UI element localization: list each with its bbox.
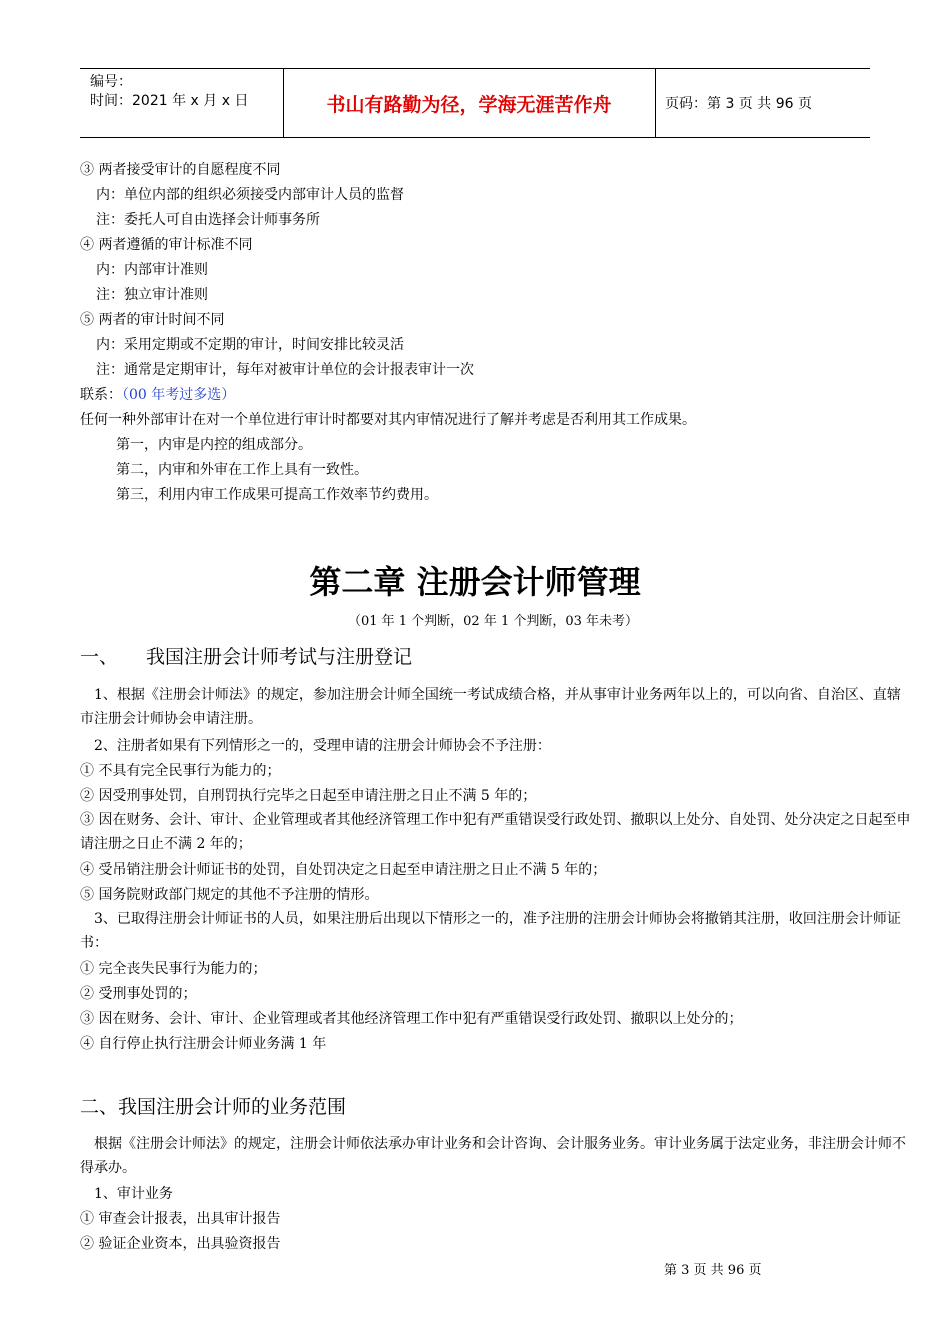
list-item: 内：采用定期或不定期的审计，时间安排比较灵活 xyxy=(96,337,404,353)
section-heading xyxy=(80,645,412,669)
list-item: ③ 因在财务、会计、审计、企业管理或者其他经济管理工作中犯有严重错误受行政处罚、撤职以上处分、自处罚、处分决定之日起至申请注册之日止不满 2 年的； xyxy=(80,812,911,852)
subsection-heading: 1、审计业务 xyxy=(94,1186,173,1202)
header-page-info: 页码：第 3 页 共 96 页 xyxy=(665,96,812,112)
chapter-title: 第二章 注册会计师管理 xyxy=(309,563,641,601)
list-item: ③ 因在财务、会计、审计、企业管理或者其他经济管理工作中犯有严重错误受行政处罚、撤职以上处分的； xyxy=(80,1011,743,1027)
list-item: ④ 两者遵循的审计标准不同 xyxy=(80,237,253,253)
list-item: ④ 自行停止执行注册会计师业务满 1 年 xyxy=(80,1036,327,1052)
list-item: ① 审查会计报表，出具审计报告 xyxy=(80,1211,281,1227)
list-item: ① 完全丧失民事行为能力的； xyxy=(80,961,267,977)
list-item: ② 因受刑事处罚，自刑罚执行完毕之日起至申请注册之日止不满 5 年的； xyxy=(80,788,537,804)
page-header xyxy=(80,68,870,138)
list-item: ② 受刑事处罚的； xyxy=(80,986,197,1002)
list-item: ⑤ 国务院财政部门规定的其他不予注册的情形。 xyxy=(80,887,379,903)
list-item: 第三，利用内审工作成果可提高工作效率节约费用。 xyxy=(116,487,438,503)
list-item: 注：独立审计准则 xyxy=(96,287,208,303)
header-motto: 书山有路勤为径，学海无涯苦作舟 xyxy=(326,93,612,116)
section-number: 一、 xyxy=(80,646,119,668)
list-item: 第二，内审和外审在工作上具有一致性。 xyxy=(116,462,368,478)
paragraph: 2、注册者如果有下列情形之一的，受理申请的注册会计师协会不予注册： xyxy=(94,738,551,754)
section-heading: 二、我国注册会计师的业务范围 xyxy=(80,1096,347,1118)
relation-label: 联系： xyxy=(80,387,122,403)
header-meta xyxy=(90,73,248,111)
relation-intro: 任何一种外部审计在对一个单位进行审计时都要对其内审情况进行了解并考虑是否利用其工作成果。 xyxy=(80,412,696,428)
header-date: 时间：2021 年 x 月 x 日 xyxy=(90,93,249,109)
list-item: 第一，内审是内控的组成部分。 xyxy=(116,437,312,453)
list-item: 内：单位内部的组织必须接受内部审计人员的监督 xyxy=(96,187,404,203)
list-item: ① 不具有完全民事行为能力的； xyxy=(80,763,281,779)
chapter-subtitle: （01 年 1 个判断，02 年 1 个判断，03 年未考） xyxy=(347,614,639,629)
list-item: 内：内部审计准则 xyxy=(96,262,208,278)
paragraph: 1、根据《注册会计师法》的规定，参加注册会计师全国统一考试成绩合格，并从事审计业务两年以上的，可以向省、自治区、直辖市注册会计师协会申请注册。 xyxy=(80,687,901,727)
relation-line xyxy=(80,386,235,404)
list-item: ③ 两者接受审计的自愿程度不同 xyxy=(80,162,281,178)
exam-note: （00 年考过多选） xyxy=(122,387,236,403)
paragraph: 根据《注册会计师法》的规定，注册会计师依法承办审计业务和会计咨询、会计服务业务。审计业务属于法定业务，非注册会计师不得承办。 xyxy=(80,1136,906,1176)
section-title: 我国注册会计师考试与注册登记 xyxy=(146,646,413,668)
list-item: 注：通常是定期审计，每年对被审计单位的会计报表审计一次 xyxy=(96,362,474,378)
list-item: 注：委托人可自由选择会计师事务所 xyxy=(96,212,320,228)
list-item: ⑤ 两者的审计时间不同 xyxy=(80,312,225,328)
header-number: 编号： xyxy=(90,74,132,90)
list-item: ② 验证企业资本，出具验资报告 xyxy=(80,1236,281,1252)
page-footer: 第 3 页 共 96 页 xyxy=(664,1263,762,1278)
list-item: ④ 受吊销注册会计师证书的处罚，自处罚决定之日起至申请注册之日止不满 5 年的； xyxy=(80,862,607,878)
paragraph: 3、已取得注册会计师证书的人员，如果注册后出现以下情形之一的，准予注册的注册会计师协会将撤销其注册，收回注册会计师证书： xyxy=(80,911,901,951)
header-divider xyxy=(655,69,656,137)
